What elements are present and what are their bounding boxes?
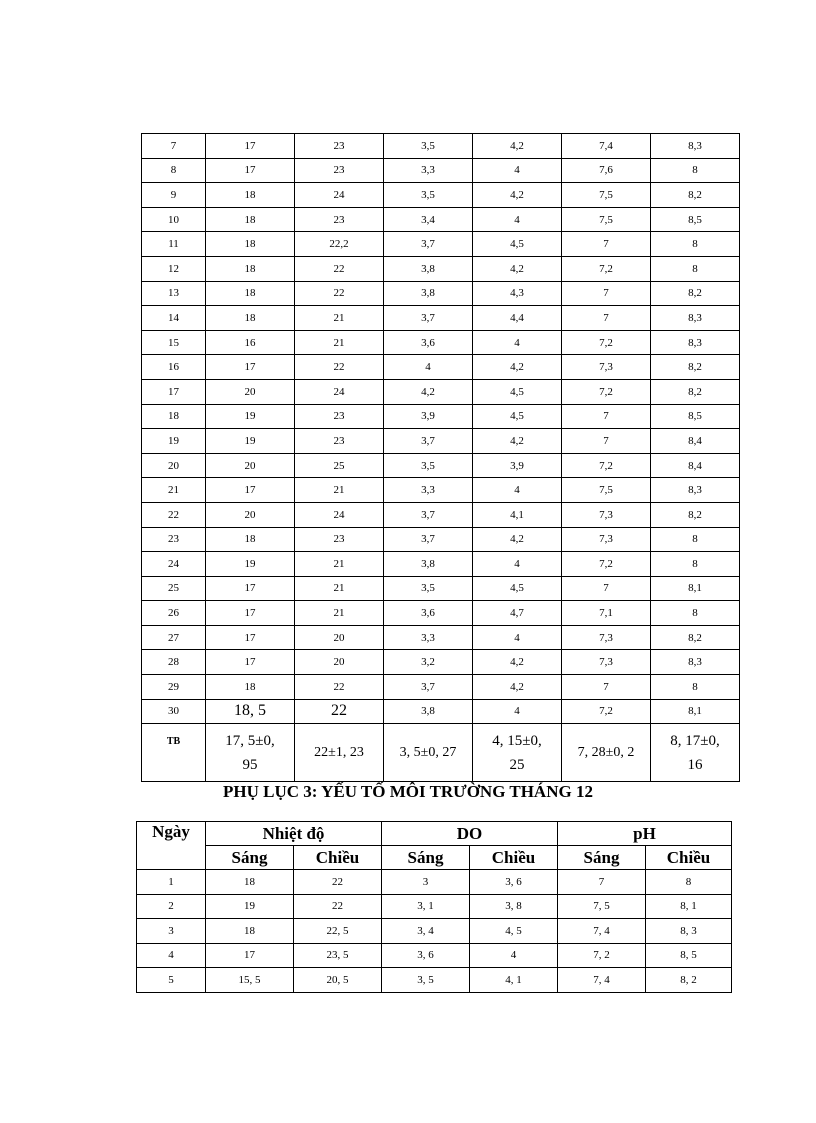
table-cell: 8,5	[651, 404, 740, 429]
table-cell: 7	[562, 576, 651, 601]
table-cell: 8	[651, 675, 740, 700]
appendix-title: PHỤ LỤC 3: YẾU TỐ MÔI TRƯỜNG THÁNG 12	[223, 782, 593, 801]
table-cell: 3,3	[384, 478, 473, 503]
table-cell: 8,5	[651, 207, 740, 232]
header-temperature: Nhiệt độ	[206, 822, 382, 846]
day-cell: 13	[142, 281, 206, 306]
table-cell: 7,2	[562, 256, 651, 281]
day-cell: 24	[142, 552, 206, 577]
table-row	[142, 453, 740, 478]
table-cell: 7,2	[562, 379, 651, 404]
day-cell: 11	[142, 232, 206, 257]
day-cell: 14	[142, 306, 206, 331]
table-cell: 4,3	[473, 281, 562, 306]
table-cell: 3,7	[384, 429, 473, 454]
table-cell: 19	[206, 894, 294, 919]
table-cell: 4, 5	[470, 919, 558, 944]
table-cell: 17	[206, 601, 295, 626]
table-cell: 8,3	[651, 134, 740, 159]
environment-table	[136, 821, 732, 993]
header-row	[137, 822, 732, 846]
table-cell: 3,9	[473, 453, 562, 478]
table-cell: 4	[473, 330, 562, 355]
table-cell: 7,4	[562, 134, 651, 159]
table-cell: 7	[562, 429, 651, 454]
table-cell: 17	[206, 478, 295, 503]
day-cell: 21	[142, 478, 206, 503]
table-row	[142, 379, 740, 404]
table-cell: 24	[295, 502, 384, 527]
day-cell: 26	[142, 601, 206, 626]
table-cell: 18	[206, 306, 295, 331]
table-cell: 7,3	[562, 650, 651, 675]
table-cell: 22,2	[295, 232, 384, 257]
table-cell: 8	[651, 552, 740, 577]
subheader-afternoon: Chiều	[470, 846, 558, 870]
day-cell: 8	[142, 158, 206, 183]
table-cell: 23	[295, 404, 384, 429]
table-cell: 3,2	[384, 650, 473, 675]
table-cell: 8, 3	[646, 919, 732, 944]
table-row	[142, 134, 740, 159]
table-cell: 23	[295, 134, 384, 159]
table-cell: 4	[473, 699, 562, 724]
day-cell: 5	[137, 968, 206, 993]
table-cell: 3,6	[384, 330, 473, 355]
table-cell: 3,7	[384, 502, 473, 527]
table-cell: 3, 4	[382, 919, 470, 944]
table-cell: 21	[295, 478, 384, 503]
day-cell: 28	[142, 650, 206, 675]
table-cell: 8	[651, 601, 740, 626]
table-cell: 22	[295, 355, 384, 380]
table-cell: 17	[206, 355, 295, 380]
table-cell: 3,8	[384, 699, 473, 724]
table-cell: 4, 1	[470, 968, 558, 993]
table-cell: 18	[206, 919, 294, 944]
table-cell: 7,6	[562, 158, 651, 183]
table-cell: 8,2	[651, 355, 740, 380]
subheader-morning: Sáng	[558, 846, 646, 870]
table-cell: 8	[651, 232, 740, 257]
table-cell: 3, 5	[382, 968, 470, 993]
table-cell: 8,2	[651, 502, 740, 527]
table-cell: 8, 1	[646, 894, 732, 919]
average-cell	[206, 724, 295, 782]
table-cell: 22, 5	[294, 919, 382, 944]
table-cell: 4,1	[473, 502, 562, 527]
table-cell: 3,7	[384, 232, 473, 257]
average-cell: 3, 5±0, 27	[384, 724, 473, 782]
table-cell: 4	[384, 355, 473, 380]
table-cell: 17	[206, 134, 295, 159]
table-cell: 7,5	[562, 478, 651, 503]
table-cell: 23, 5	[294, 943, 382, 968]
table-cell: 4,5	[473, 379, 562, 404]
table-cell: 8	[646, 870, 732, 895]
day-cell: 30	[142, 699, 206, 724]
table-cell: 4,2	[473, 134, 562, 159]
table-cell: 8	[651, 256, 740, 281]
table-cell: 3,3	[384, 158, 473, 183]
table-row	[142, 552, 740, 577]
table-cell: 3,8	[384, 281, 473, 306]
table-cell: 3,6	[384, 601, 473, 626]
table-cell: 16	[206, 330, 295, 355]
table-cell: 4,2	[473, 527, 562, 552]
table-cell: 7	[562, 232, 651, 257]
table-cell: 7	[562, 675, 651, 700]
table-cell: 7,3	[562, 625, 651, 650]
day-cell: 12	[142, 256, 206, 281]
table-cell: 20, 5	[294, 968, 382, 993]
table-header	[137, 822, 732, 870]
table-cell: 8, 5	[646, 943, 732, 968]
table-cell: 19	[206, 552, 295, 577]
table-cell: 21	[295, 552, 384, 577]
table-row	[142, 429, 740, 454]
table-cell: 18	[206, 256, 295, 281]
subheader-afternoon: Chiều	[646, 846, 732, 870]
average-cell	[473, 724, 562, 782]
table-cell: 7,1	[562, 601, 651, 626]
table-cell: 7,2	[562, 699, 651, 724]
table-cell: 4,2	[473, 183, 562, 208]
table-cell: 3,7	[384, 675, 473, 700]
table-cell: 3,7	[384, 527, 473, 552]
day-cell: 19	[142, 429, 206, 454]
table-cell: 20	[206, 379, 295, 404]
table-row	[142, 502, 740, 527]
day-cell: 2	[137, 894, 206, 919]
table-cell: 4	[473, 207, 562, 232]
table-cell: 8,2	[651, 379, 740, 404]
table-cell: 3,8	[384, 552, 473, 577]
table-cell: 4,2	[473, 429, 562, 454]
table-cell: 20	[295, 625, 384, 650]
table-cell: 4,7	[473, 601, 562, 626]
table-cell: 7	[562, 281, 651, 306]
table-cell: 3, 6	[470, 870, 558, 895]
table-cell: 3, 8	[470, 894, 558, 919]
day-cell: 18	[142, 404, 206, 429]
table-cell: 4	[470, 943, 558, 968]
header-day: Ngày	[137, 822, 206, 870]
table-row	[142, 256, 740, 281]
table-cell: 8, 2	[646, 968, 732, 993]
table-cell: 3,5	[384, 183, 473, 208]
table-cell: 24	[295, 379, 384, 404]
table-cell: 3, 6	[382, 943, 470, 968]
table-cell: 8	[651, 527, 740, 552]
table-cell: 3,3	[384, 625, 473, 650]
table-cell: 7	[562, 306, 651, 331]
table-cell: 7	[558, 870, 646, 895]
header-do: DO	[382, 822, 558, 846]
table-cell: 4	[473, 625, 562, 650]
table-cell: 8,3	[651, 478, 740, 503]
table-row	[142, 576, 740, 601]
table-cell: 18	[206, 527, 295, 552]
table-cell: 24	[295, 183, 384, 208]
table-cell: 4,5	[473, 232, 562, 257]
average-cell	[651, 724, 740, 782]
table-cell: 22	[295, 675, 384, 700]
table-cell: 4,2	[473, 650, 562, 675]
day-cell: 1	[137, 870, 206, 895]
cell-line: 8, 17±0,	[670, 732, 720, 749]
table-cell: 3,5	[384, 576, 473, 601]
average-row	[142, 724, 740, 782]
day-cell: 15	[142, 330, 206, 355]
table-cell: 18	[206, 675, 295, 700]
table-cell: 21	[295, 601, 384, 626]
table-body	[137, 870, 732, 993]
table-cell: 21	[295, 306, 384, 331]
table-cell: 7, 2	[558, 943, 646, 968]
table-row	[137, 919, 732, 944]
table-cell: 18	[206, 870, 294, 895]
table-cell: 4	[473, 158, 562, 183]
table-row	[142, 527, 740, 552]
table-cell: 21	[295, 330, 384, 355]
table-row	[137, 968, 732, 993]
table-cell: 19	[206, 429, 295, 454]
table-cell: 22	[295, 256, 384, 281]
table-row	[142, 675, 740, 700]
table-cell: 3,9	[384, 404, 473, 429]
table-cell: 4,2	[473, 355, 562, 380]
table-cell: 15, 5	[206, 968, 294, 993]
table-cell: 8,2	[651, 183, 740, 208]
table-row	[142, 650, 740, 675]
table-cell: 23	[295, 158, 384, 183]
table-cell: 17	[206, 625, 295, 650]
table-cell: 22	[294, 870, 382, 895]
table-cell: 8,2	[651, 281, 740, 306]
subheader-row	[137, 846, 732, 870]
day-cell: 22	[142, 502, 206, 527]
table-cell: 3,8	[384, 256, 473, 281]
table-cell: 7,2	[562, 453, 651, 478]
subheader-morning: Sáng	[206, 846, 294, 870]
table-cell: 18	[206, 281, 295, 306]
table-cell: 22	[294, 894, 382, 919]
table-cell: 3,5	[384, 453, 473, 478]
table-body	[142, 134, 740, 724]
table-cell: 22	[295, 281, 384, 306]
cell-line: 16	[687, 756, 703, 773]
table-cell: 8,1	[651, 576, 740, 601]
table-cell: 8,4	[651, 429, 740, 454]
table-cell: 18	[206, 207, 295, 232]
table-cell: 7,3	[562, 502, 651, 527]
table-row	[137, 894, 732, 919]
day-cell: 4	[137, 943, 206, 968]
table-cell: 23	[295, 207, 384, 232]
table-cell: 3,4	[384, 207, 473, 232]
table-row	[142, 281, 740, 306]
table-row	[142, 355, 740, 380]
table-cell: 25	[295, 453, 384, 478]
table-cell: 7, 4	[558, 968, 646, 993]
table-cell: 7, 5	[558, 894, 646, 919]
day-cell: 10	[142, 207, 206, 232]
table-cell: 18, 5	[206, 699, 295, 724]
table-cell: 8,3	[651, 330, 740, 355]
table-row	[142, 232, 740, 257]
table-cell: 4,4	[473, 306, 562, 331]
table-row	[142, 306, 740, 331]
table-cell: 20	[295, 650, 384, 675]
table-cell: 7,5	[562, 183, 651, 208]
table-row	[137, 943, 732, 968]
table-cell: 4,5	[473, 404, 562, 429]
table-cell: 3	[382, 870, 470, 895]
table-cell: 23	[295, 429, 384, 454]
table-cell: 4,5	[473, 576, 562, 601]
cell-line: 17, 5±0,	[225, 732, 275, 749]
cell-line: 95	[242, 756, 258, 773]
table-row	[137, 870, 732, 895]
table-row	[142, 404, 740, 429]
table-row	[142, 207, 740, 232]
table-cell: 3,7	[384, 306, 473, 331]
day-cell: 3	[137, 919, 206, 944]
table-cell: 7	[562, 404, 651, 429]
table-cell: 8,3	[651, 306, 740, 331]
day-cell: 17	[142, 379, 206, 404]
table-cell: 18	[206, 232, 295, 257]
table-cell: 8,1	[651, 699, 740, 724]
table-cell: 4	[473, 478, 562, 503]
table-cell: 4	[473, 552, 562, 577]
table-cell: 7,3	[562, 527, 651, 552]
table-cell: 17	[206, 158, 295, 183]
data-table-continued	[141, 133, 740, 782]
table-row	[142, 158, 740, 183]
day-cell: 29	[142, 675, 206, 700]
table-row	[142, 183, 740, 208]
day-cell: 7	[142, 134, 206, 159]
day-cell: 23	[142, 527, 206, 552]
table-cell: 17	[206, 650, 295, 675]
table-cell: 18	[206, 183, 295, 208]
subheader-afternoon: Chiều	[294, 846, 382, 870]
table-cell: 7,3	[562, 355, 651, 380]
table-row	[142, 478, 740, 503]
table-row	[142, 601, 740, 626]
header-ph: pH	[558, 822, 732, 846]
table-cell: 7, 4	[558, 919, 646, 944]
table-cell: 3,5	[384, 134, 473, 159]
table-row	[142, 330, 740, 355]
table-cell: 7,5	[562, 207, 651, 232]
subheader-morning: Sáng	[382, 846, 470, 870]
day-cell: 20	[142, 453, 206, 478]
table-cell: 8,4	[651, 453, 740, 478]
day-cell: 16	[142, 355, 206, 380]
table-cell: 8,2	[651, 625, 740, 650]
day-cell: 27	[142, 625, 206, 650]
table-cell: 21	[295, 576, 384, 601]
cell-line: 4, 15±0,	[492, 732, 542, 749]
table-cell: 17	[206, 943, 294, 968]
table-cell: 4,2	[384, 379, 473, 404]
table-cell: 8,3	[651, 650, 740, 675]
cell-line: 25	[509, 756, 525, 773]
table-cell: 22	[295, 699, 384, 724]
day-cell: 25	[142, 576, 206, 601]
table-cell: 23	[295, 527, 384, 552]
table-row	[142, 625, 740, 650]
day-cell: 9	[142, 183, 206, 208]
table-cell: 7,2	[562, 552, 651, 577]
table-cell: 3, 1	[382, 894, 470, 919]
table-cell: 17	[206, 576, 295, 601]
table-cell: 4,2	[473, 256, 562, 281]
average-cell: 22±1, 23	[295, 724, 384, 782]
table-cell: 19	[206, 404, 295, 429]
table-cell: 7,2	[562, 330, 651, 355]
average-label: TB	[142, 724, 206, 782]
average-cell: 7, 28±0, 2	[562, 724, 651, 782]
table-cell: 8	[651, 158, 740, 183]
table-row	[142, 699, 740, 724]
table-cell: 4,2	[473, 675, 562, 700]
table-cell: 20	[206, 502, 295, 527]
table-cell: 20	[206, 453, 295, 478]
